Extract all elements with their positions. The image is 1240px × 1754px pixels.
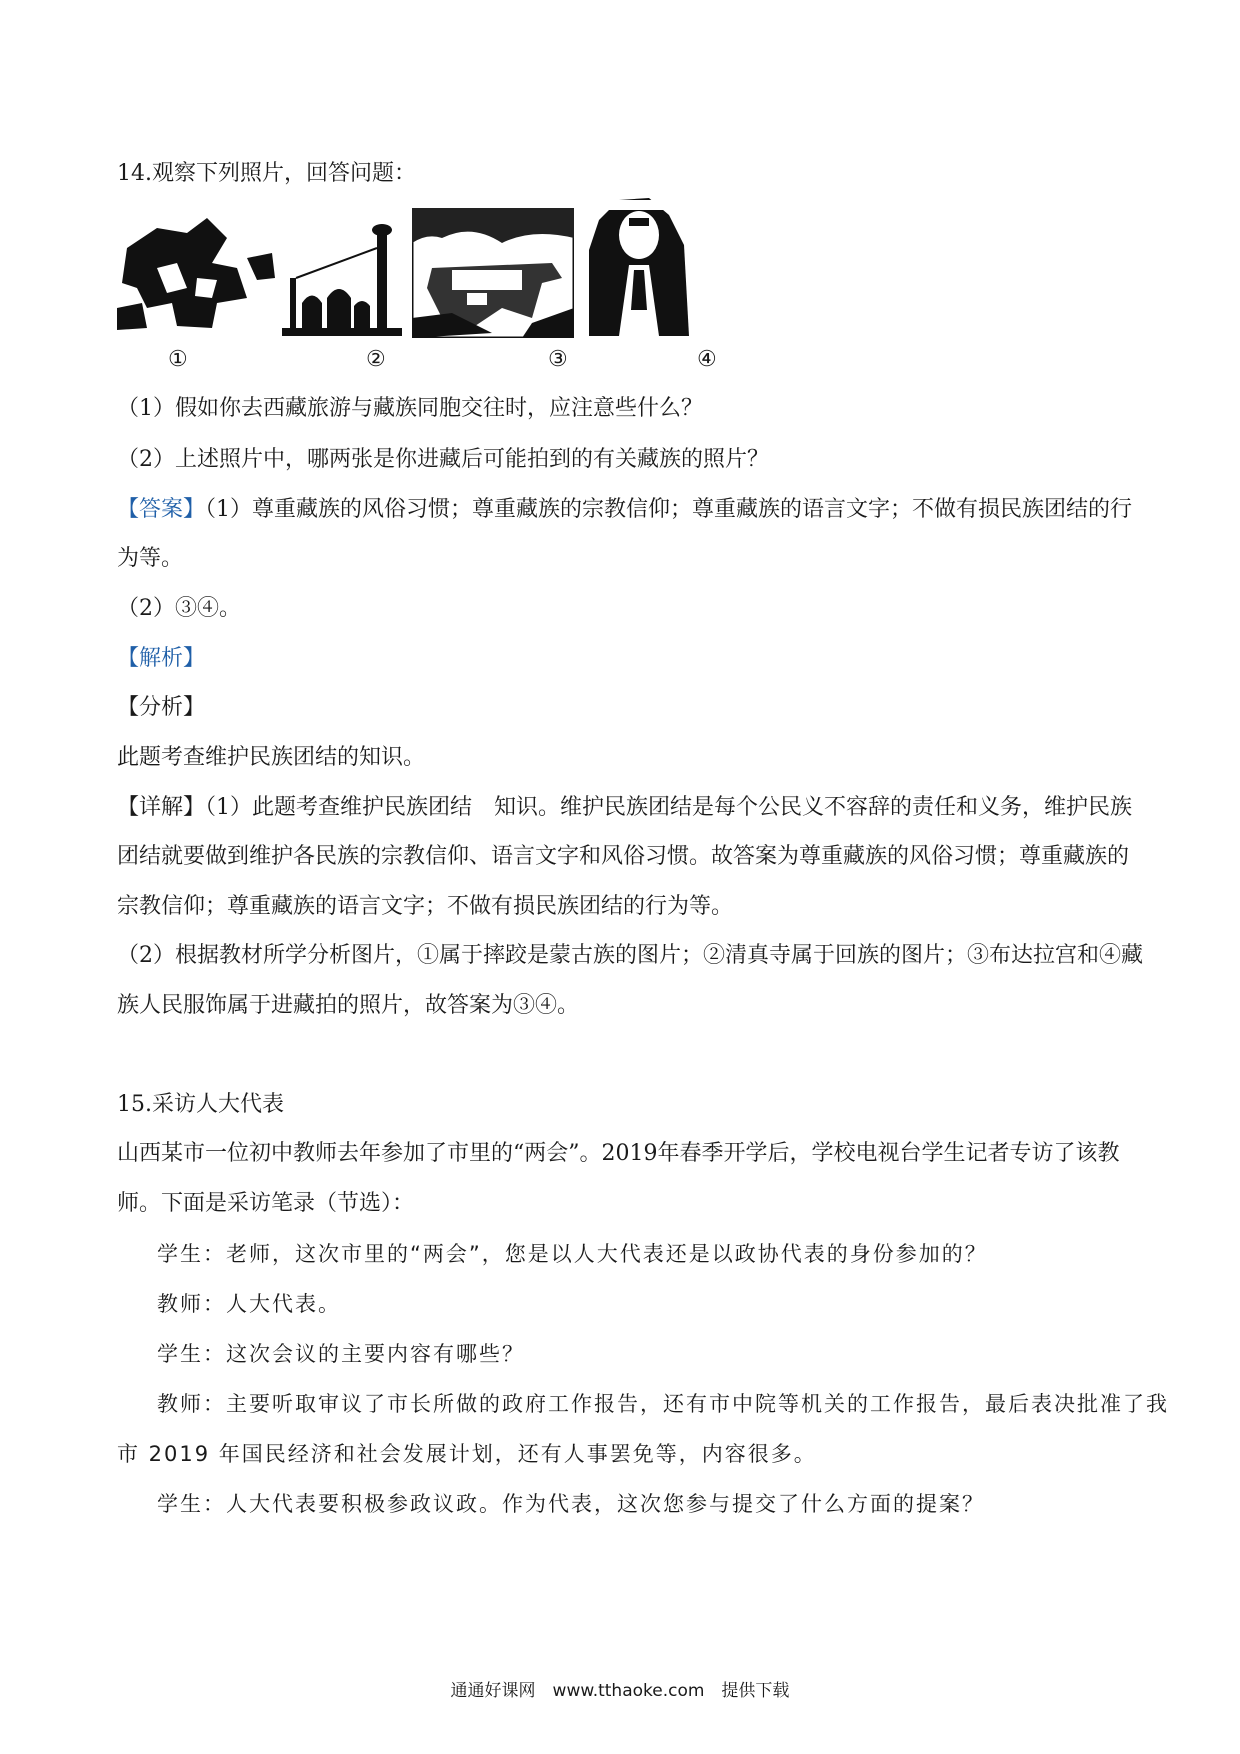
photo-mosque xyxy=(282,218,402,336)
q15-title: 15.采访人大代表 xyxy=(117,1092,284,1117)
dialog-line-4a: 教师：主要听取审议了市长所做的政府工作报告，还有市中院等机关的工作报告，最后表决批准了我 xyxy=(157,1392,1169,1416)
photo-potala-palace xyxy=(412,208,574,338)
q14-title: 14.观察下列照片，回答问题： xyxy=(117,161,416,186)
photo-number-1: ① xyxy=(168,347,188,372)
detail-line-1 xyxy=(117,794,1132,822)
photo-number-4: ④ xyxy=(697,347,717,372)
q15-intro-line-2: 师。下面是采访笔录（节选）： xyxy=(117,1191,415,1216)
detail-line-5: 族人民服饰属于进藏拍的照片，故答案为③④。 xyxy=(117,993,580,1018)
dialog-line-2: 教师：人大代表。 xyxy=(157,1292,341,1316)
q14-sub-question-1: （1）假如你去西藏旅游与藏族同胞交往时，应注意些什么？ xyxy=(117,396,703,421)
photo-number-3: ③ xyxy=(548,347,568,372)
dialog-line-1: 学生：老师，这次市里的“两会”，您是以人大代表还是以政协代表的身份参加的？ xyxy=(157,1242,988,1266)
detail-line-2: 团结就要做到维护各民族的宗教信仰、语言文字和风俗习惯。故答案为尊重藏族的风俗习惯；尊重藏族的 xyxy=(117,844,1130,869)
dialog-line-3: 学生：这次会议的主要内容有哪些？ xyxy=(157,1342,525,1366)
photo-wrestling xyxy=(117,208,277,338)
analysis-tag: 【解析】 xyxy=(117,646,206,671)
detail-line-4: （2）根据教材所学分析图片，①属于摔跤是蒙古族的图片；②清真寺属于回族的图片；③布达拉宫和④藏 xyxy=(117,943,1144,968)
photo-number-2: ② xyxy=(366,347,386,372)
q14-answer-line-1 xyxy=(117,496,1132,524)
photo-tibetan-woman xyxy=(589,190,689,336)
q14-answer-line-2: 为等。 xyxy=(117,546,184,571)
q14-sub-question-2: （2）上述照片中，哪两张是你进藏后可能拍到的有关藏族的照片？ xyxy=(117,447,769,472)
q14-answer-line-3: （2）③④。 xyxy=(117,596,241,621)
dialog-line-4b: 市 2019 年国民经济和社会发展计划，还有人事罢免等，内容很多。 xyxy=(117,1442,817,1466)
detail-line-3: 宗教信仰；尊重藏族的语言文字；不做有损民族团结的行为等。 xyxy=(117,894,734,919)
fenxi-tag: 【分析】 xyxy=(117,695,206,720)
detail-text-1: （1）此题考查维护民族团结 知识。维护民族团结是每个公民义不容辞的责任和义务，维护民族 xyxy=(205,795,1133,820)
q15-intro-line-1: 山西某市一位初中教师去年参加了市里的“两会”。2019年春季开学后，学校电视台学生记者专访了该教 xyxy=(117,1141,1120,1166)
fenxi-text: 此题考查维护民族团结的知识。 xyxy=(117,745,426,770)
answer-text-1: （1）尊重藏族的风俗习惯；尊重藏族的宗教信仰；尊重藏族的语言文字；不做有损民族团结的行 xyxy=(205,497,1133,522)
detail-tag: 【详解】 xyxy=(117,795,206,820)
answer-tag: 【答案】 xyxy=(117,497,206,522)
footer-credit: 通通好课网 www.tthaoke.com 提供下载 xyxy=(450,1681,790,1701)
dialog-line-5: 学生：人大代表要积极参政议政。作为代表，这次您参与提交了什么方面的提案？ xyxy=(157,1492,985,1516)
